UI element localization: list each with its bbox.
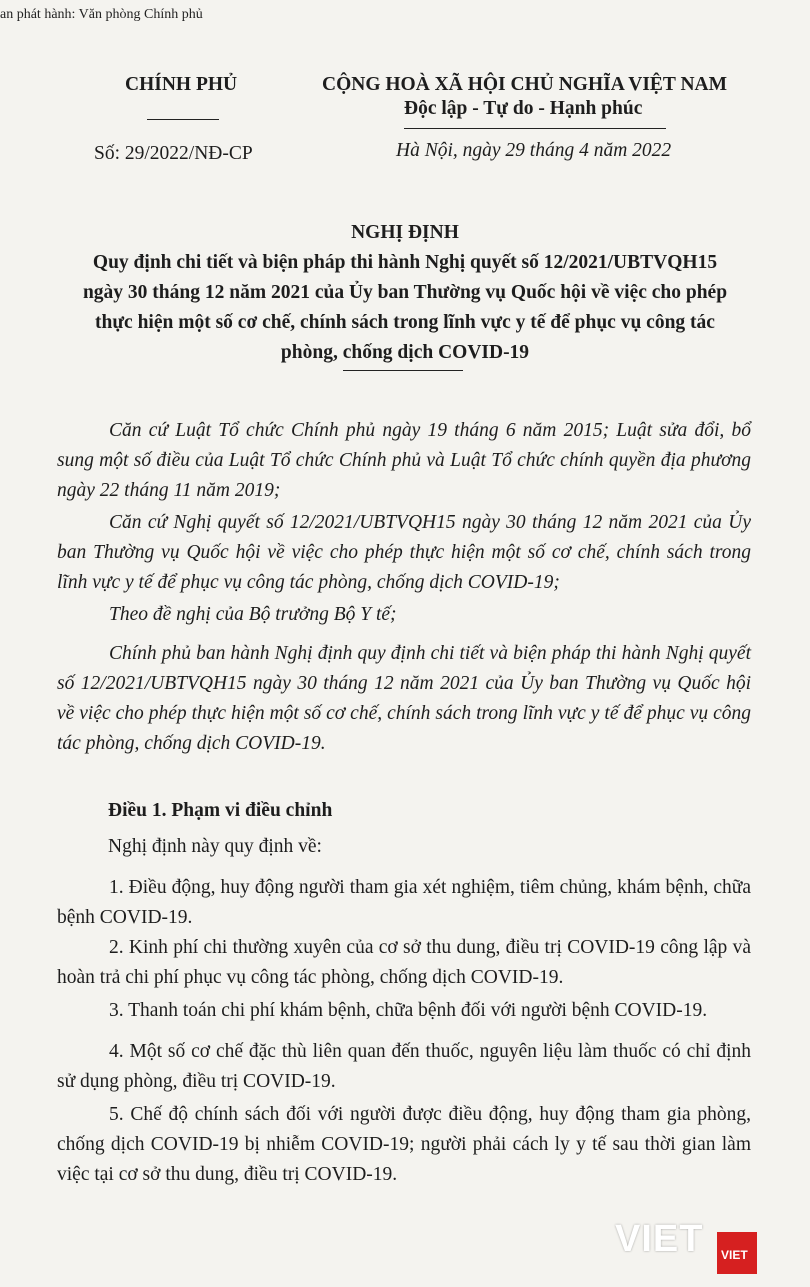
article-1-intro: Nghị định này quy định về: <box>108 836 322 857</box>
national-title: CỘNG HOÀ XÃ HỘI CHỦ NGHĨA VIỆT NAM <box>322 74 728 95</box>
title-line: thực hiện một số cơ chế, chính sách trong lĩnh vực y tế để phục vụ công tác <box>95 312 715 333</box>
motto-underline <box>404 128 666 129</box>
preamble-2: Căn cứ Nghị quyết số 12/2021/UBTVQH15 ngày 30 tháng 12 năm 2021 của Ủy ban Thường vụ Quốc hội về việc cho phép thực hiện một số cơ chế, chính sách trong lĩnh vực y tế để phục vụ công tác phòng, chống dịch COVID-19; <box>57 512 751 593</box>
document-title <box>40 218 770 368</box>
article-1-item-2: 2. Kinh phí chi thường xuyên của cơ sở thu dung, điều trị COVID-19 công lập và hoàn trả chi phí phục vụ công tác phòng, chống dịch COVID-19. <box>57 937 751 988</box>
watermark-small-text: VIET <box>721 1248 748 1262</box>
article-1-item-3: 3. Thanh toán chi phí khám bệnh, chữa bệnh đối với người bệnh COVID-19. <box>109 1000 708 1021</box>
article-1-item-1: 1. Điều động, huy động người tham gia xét nghiệm, tiêm chủng, khám bệnh, chữa bệnh COVID-19. <box>57 877 751 928</box>
publisher-note: an phát hành: Văn phòng Chính phủ <box>0 7 203 22</box>
document-type: NGHỊ ĐỊNH <box>351 222 459 243</box>
watermark-text: VIET <box>615 1218 704 1260</box>
title-line: ngày 30 tháng 12 năm 2021 của Ủy ban Thường vụ Quốc hội về việc cho phép <box>82 282 728 303</box>
issuer-name: CHÍNH PHỦ <box>125 74 238 95</box>
preamble-1: Căn cứ Luật Tổ chức Chính phủ ngày 19 tháng 6 năm 2015; Luật sửa đổi, bổ sung một số điều của Luật Tổ chức Chính phủ và Luật Tổ chức chính quyền địa phương ngày 22 tháng 11 năm 2019; <box>57 420 751 501</box>
article-1-item-4: 4. Một số cơ chế đặc thù liên quan đến thuốc, nguyên liệu làm thuốc có chỉ định sử dụng phòng, điều trị COVID-19. <box>57 1041 751 1092</box>
article-1-heading: Điều 1. Phạm vi điều chỉnh <box>108 800 333 821</box>
document-number: Số: 29/2022/NĐ-CP <box>94 143 253 164</box>
title-underline <box>343 370 463 371</box>
place-date: Hà Nội, ngày 29 tháng 4 năm 2022 <box>396 140 672 161</box>
preamble-4: Chính phủ ban hành Nghị định quy định chi tiết và biện pháp thi hành Nghị quyết số 12/2021/UBTVQH15 ngày 30 tháng 12 năm 2021 của Ủy ban Thường vụ Quốc hội về việc cho phép thực hiện một số cơ chế, chính sách trong lĩnh vực y tế để phục vụ công tác phòng, chống dịch COVID-19. <box>57 643 751 754</box>
preamble-3: Theo đề nghị của Bộ trưởng Bộ Y tế; <box>109 604 397 625</box>
national-motto: Độc lập - Tự do - Hạnh phúc <box>404 98 643 119</box>
vietnamnet-watermark <box>615 1218 760 1280</box>
title-line: Quy định chi tiết và biện pháp thi hành Nghị quyết số 12/2021/UBTVQH15 <box>92 252 718 273</box>
issuer-underline <box>147 119 219 120</box>
article-1-item-5: 5. Chế độ chính sách đối với người được điều động, huy động tham gia phòng, chống dịch COVID-19 bị nhiễm COVID-19; người phải cách ly y tế sau thời gian làm việc tại cơ sở thu dung, điều trị COVID-19. <box>57 1104 751 1185</box>
title-line: phòng, chống dịch COVID-19 <box>280 342 530 363</box>
